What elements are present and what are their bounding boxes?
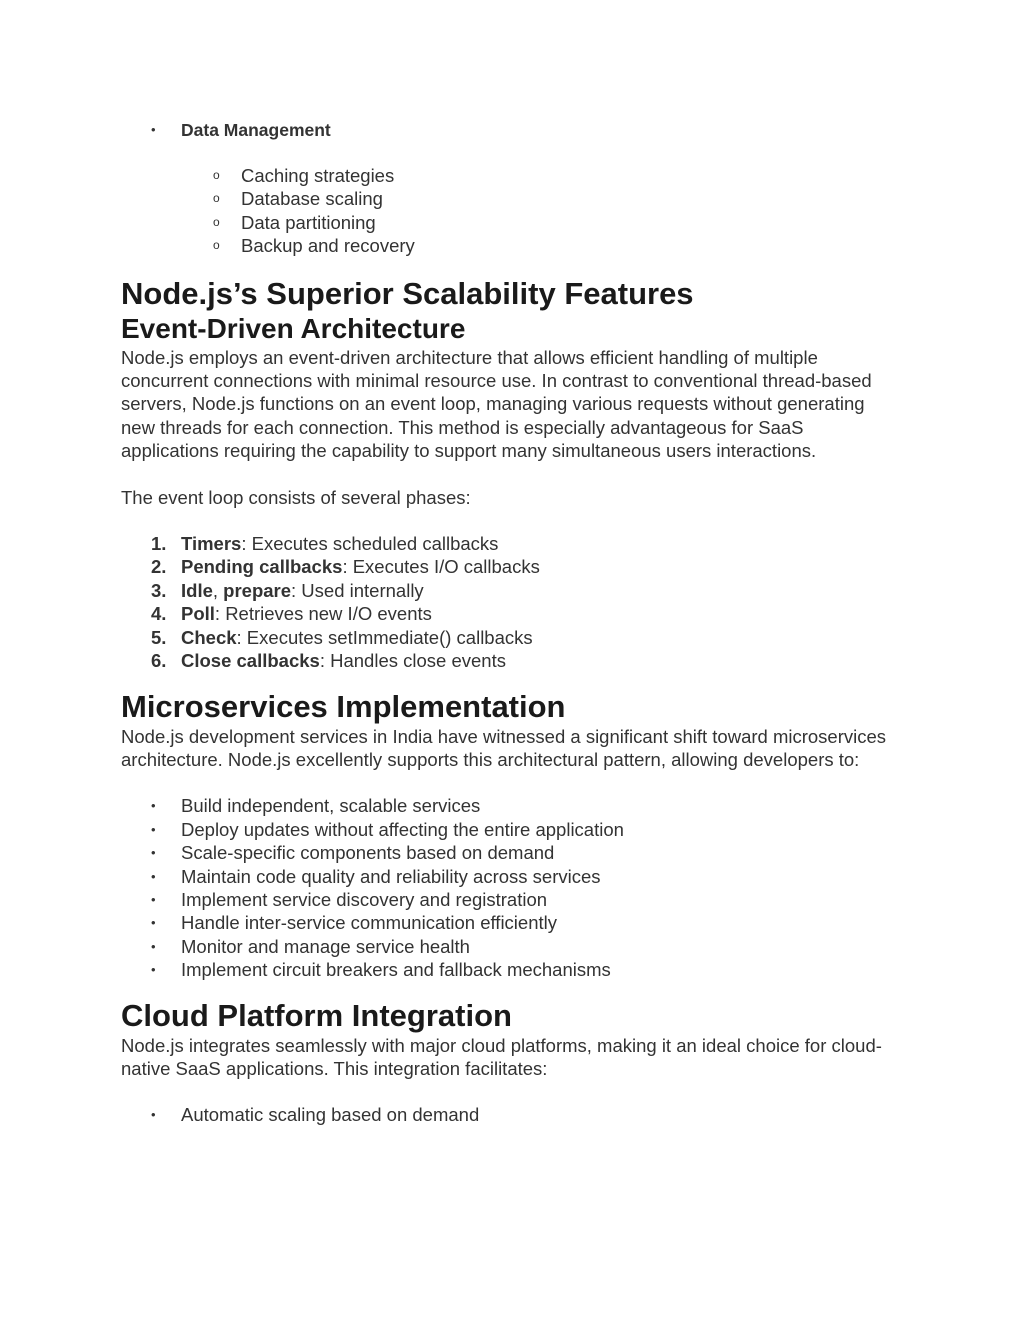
- bullet-icon: •: [151, 1107, 156, 1123]
- list-item-text: Implement circuit breakers and fallback mechanisms: [181, 959, 611, 981]
- circle-bullet-icon: o: [213, 168, 220, 182]
- list-number: 6.: [151, 650, 167, 672]
- list-item: [121, 958, 901, 981]
- bullet-icon: •: [151, 891, 156, 907]
- phase-term: Poll: [181, 603, 215, 625]
- phase-desc: : Handles close events: [319, 650, 506, 672]
- microservices-list: [121, 794, 901, 981]
- document-page: [121, 118, 901, 1127]
- circle-bullet-icon: o: [213, 214, 220, 229]
- list-item-text: Maintain code quality and reliability across services: [181, 865, 601, 887]
- bullet-icon: •: [151, 798, 156, 814]
- cloud-list: [121, 1103, 901, 1126]
- microservices-paragraph: Node.js development services in India have witnessed a significant shift toward microservices architecture. Node.js excellently supports this architectural pattern, allowing developers to:: [121, 725, 887, 770]
- bullet-icon: •: [151, 962, 156, 978]
- list-number: 3.: [151, 579, 167, 601]
- list-item-text: Build independent, scalable services: [181, 795, 481, 817]
- list-item-text: Deploy updates without affecting the entire application: [181, 818, 624, 840]
- list-item-text: Monitor and manage service health: [181, 935, 470, 957]
- phase-term: Pending callbacks: [181, 556, 343, 578]
- list-number: 4.: [151, 603, 167, 625]
- phase-term: prepare: [223, 579, 292, 601]
- bullet-icon: •: [151, 122, 156, 137]
- phase-term: Check: [181, 626, 237, 648]
- list-item: [121, 865, 901, 888]
- list-item-text: Implement service discovery and registration: [181, 888, 548, 910]
- list-item: [121, 602, 901, 625]
- bullet-icon: •: [151, 915, 156, 931]
- list-item: [121, 841, 901, 864]
- bullet-icon: •: [151, 845, 156, 861]
- list-item: [121, 234, 901, 257]
- circle-bullet-icon: o: [213, 191, 220, 206]
- phase-separator: ,: [212, 579, 224, 601]
- list-item-text: Database scaling: [241, 188, 383, 210]
- list-item: [121, 794, 901, 817]
- list-item: [121, 911, 901, 934]
- phase-term: Close callbacks: [181, 650, 320, 672]
- bullet-icon: •: [151, 821, 156, 837]
- list-item: [121, 187, 901, 210]
- list-item-text: Automatic scaling based on demand: [181, 1104, 480, 1126]
- list-item: [121, 626, 901, 649]
- list-item: [121, 164, 901, 187]
- phase-term: Timers: [181, 533, 242, 555]
- circle-bullet-icon: o: [213, 238, 220, 253]
- list-item-text: Scale-specific components based on demand: [181, 842, 555, 864]
- event-loop-intro: The event loop consists of several phases:: [121, 486, 471, 508]
- main-heading: Node.js’s Superior Scalability Features: [121, 275, 694, 311]
- microservices-heading: Microservices Implementation: [121, 688, 566, 724]
- data-management-list: [121, 118, 901, 141]
- event-driven-paragraph: Node.js employs an event-driven architecture that allows efficient handling of multiple concurrent connections with minimal resource use. In contrast to conventional thread-based servers, Node.js functions on an event loop, managing various requests without generating new threads for each connection. This method is especially advantageous for SaaS applications requiring the capability to support many simultaneous users interactions.: [121, 346, 872, 462]
- bullet-icon: •: [151, 868, 156, 884]
- phase-desc: : Used internally: [291, 579, 424, 601]
- event-loop-phases-list: [121, 532, 901, 672]
- phase-term: Idle: [181, 579, 213, 601]
- phase-desc: : Retrieves new I/O events: [214, 603, 432, 625]
- list-number: 1.: [151, 533, 167, 555]
- event-driven-heading: Event-Driven Architecture: [121, 312, 466, 344]
- list-item-text: Caching strategies: [241, 165, 395, 186]
- list-item: [121, 532, 901, 555]
- list-item: [121, 818, 901, 841]
- list-item: [121, 888, 901, 911]
- list-item: [121, 555, 901, 578]
- list-item: [121, 649, 901, 672]
- cloud-heading: Cloud Platform Integration: [121, 997, 512, 1033]
- phase-desc: : Executes I/O callbacks: [342, 556, 540, 578]
- list-item: [121, 118, 901, 142]
- list-number: 2.: [151, 556, 167, 578]
- bullet-icon: •: [151, 938, 156, 954]
- data-management-sublist: [121, 164, 901, 258]
- cloud-paragraph: Node.js integrates seamlessly with major cloud platforms, making it an ideal choice for cloud-native SaaS applications. This integration facilitates:: [121, 1034, 882, 1079]
- list-item-text: Backup and recovery: [241, 235, 415, 257]
- phase-desc: : Executes setImmediate() callbacks: [236, 626, 533, 648]
- list-item: [121, 935, 901, 958]
- phase-desc: : Executes scheduled callbacks: [241, 533, 499, 555]
- list-item: [121, 211, 901, 234]
- list-number: 5.: [151, 626, 167, 648]
- list-item: [121, 579, 901, 602]
- list-item-text: Data partitioning: [241, 211, 376, 233]
- data-management-title: Data Management: [181, 120, 331, 140]
- list-item: [121, 1103, 901, 1126]
- list-item-text: Handle inter-service communication efficiently: [181, 912, 557, 934]
